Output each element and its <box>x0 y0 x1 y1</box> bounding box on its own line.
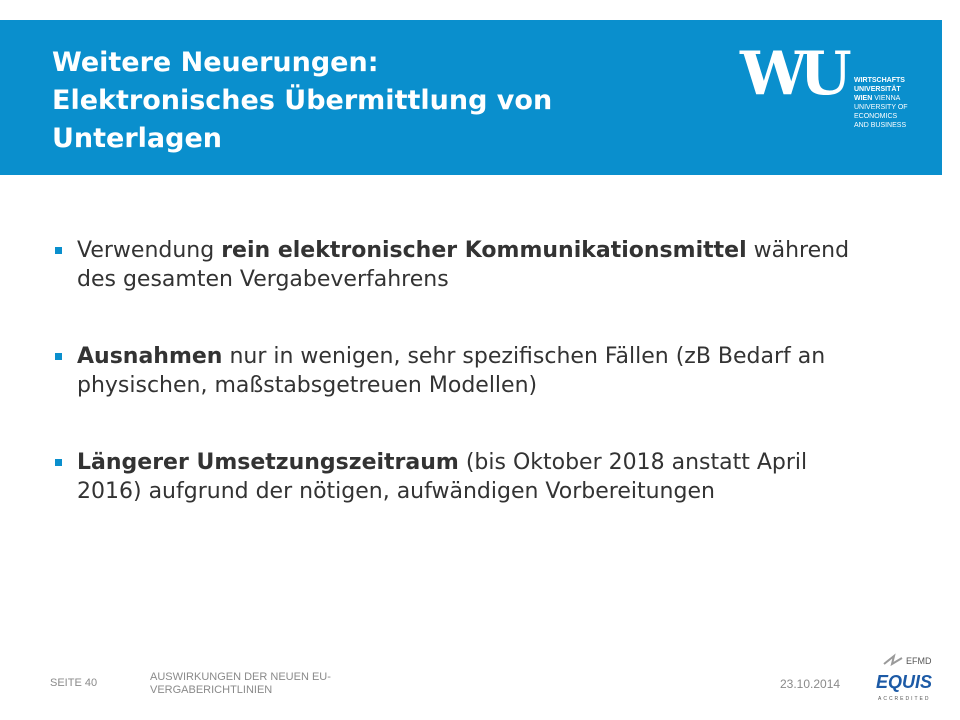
slide-title <box>52 44 692 158</box>
bullet-square-icon <box>55 459 62 466</box>
bullet-text-bold: Ausnahmen <box>77 344 223 369</box>
logo-line: WIEN <box>854 95 873 102</box>
accredited-label: ACCREDITED <box>878 696 931 702</box>
efmd-swoosh-icon <box>884 656 902 664</box>
bullet-text: Verwendung <box>77 238 222 263</box>
logo-line: AND BUSINESS <box>854 122 907 129</box>
bullet-square-icon <box>55 247 62 254</box>
logo-line: VIENNA <box>874 95 901 102</box>
page-number: SEITE 40 <box>50 677 98 689</box>
logo-line: UNIVERSITY OF <box>854 104 908 111</box>
wu-logo-text <box>854 76 934 130</box>
slide-header <box>0 20 942 175</box>
logo-line: UNIVERSITÄT <box>854 86 901 93</box>
logo-line-wien <box>854 94 934 103</box>
logo-line: WIRTSCHAFTS <box>854 77 905 84</box>
title-line: Unterlagen <box>52 123 223 154</box>
bullet-list <box>52 236 852 554</box>
bullet-text: während des gesamten Vergabeverfahrens <box>77 238 850 292</box>
bullet-text: nur in wenigen, sehr spezifischen Fällen (zB Bedarf an physischen, maßstabsgetreuen Modellen) <box>77 344 826 398</box>
footer-title: AUSWIRKUNGEN DER NEUEN EU-VERGABERICHTLINIEN <box>150 671 331 696</box>
bullet-text-bold: Längerer Umsetzungszeitraum <box>77 450 459 475</box>
bullet-square-icon <box>55 353 62 360</box>
bullet-text: (bis Oktober 2018 anstatt April 2016) aufgrund der nötigen, aufwändigen Vorbereitungen <box>77 450 808 504</box>
footer-date: 23.10.2014 <box>780 677 841 691</box>
wu-logo <box>736 39 936 162</box>
bullet-item <box>52 448 852 506</box>
bullet-item <box>52 342 852 400</box>
logo-line: ECONOMICS <box>854 113 898 120</box>
bullet-text-bold: rein elektronischer Kommunikationsmittel <box>221 238 747 263</box>
equis-logo-graphic <box>870 650 942 710</box>
wu-logo-mark: WU <box>740 39 844 109</box>
efmd-label: EFMD <box>906 656 932 666</box>
bullet-item <box>52 236 852 294</box>
equis-label: EQUIS <box>876 672 933 692</box>
title-line: Weitere Neuerungen: <box>52 47 379 78</box>
equis-accreditation-logo <box>870 650 942 710</box>
title-line: Elektronisches Übermittlung von <box>52 85 553 116</box>
